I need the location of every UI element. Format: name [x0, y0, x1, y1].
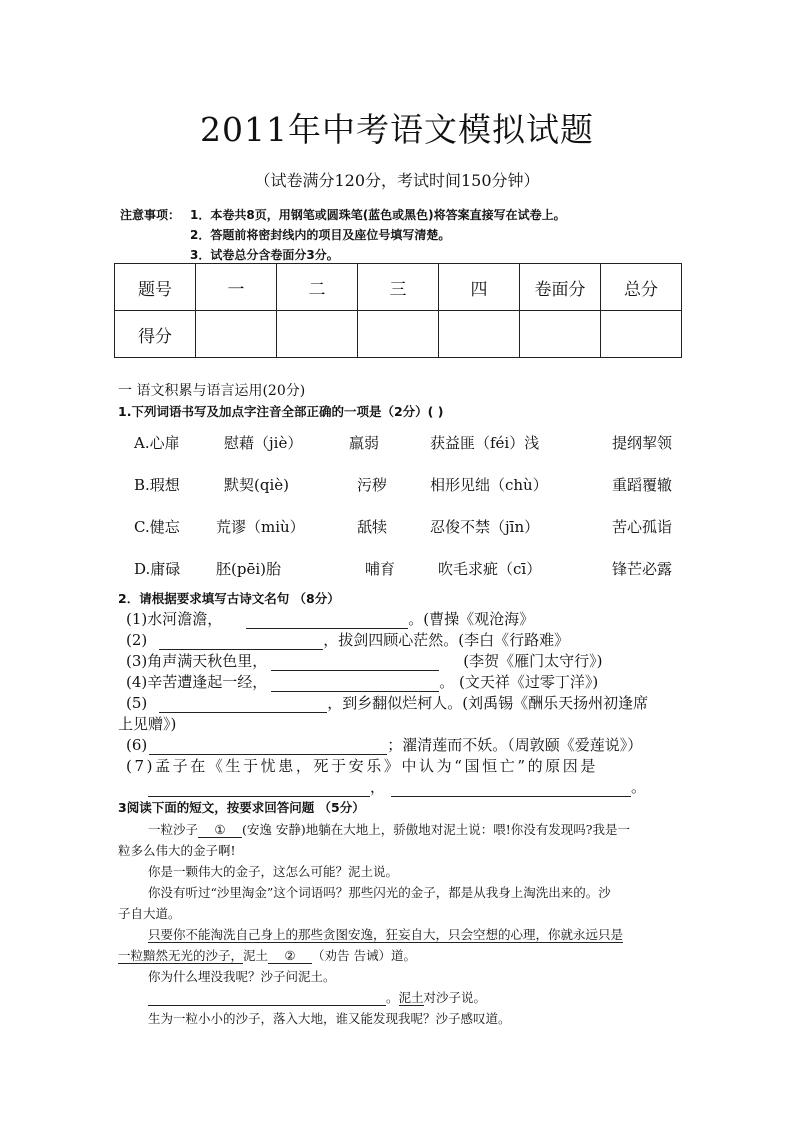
score-input-cell[interactable]: [358, 311, 439, 358]
option-d-word-4: 吹毛求疵（cī）: [438, 560, 542, 578]
score-input-cell[interactable]: [520, 311, 601, 358]
reading-line-1: [148, 820, 630, 838]
answer-blank[interactable]: [148, 781, 370, 797]
option-a-word-3: 羸弱: [349, 434, 380, 452]
blank-1[interactable]: [198, 822, 242, 838]
blank-2-mark: ②: [284, 948, 296, 963]
page-title: 2011年中考语文模拟试题: [200, 110, 594, 149]
score-header-cell: 题号: [115, 264, 196, 311]
poem-line-4-source: 。 (文天祥《过零丁洋》): [439, 673, 599, 691]
poem-line-5-cont: 上见赠》): [118, 715, 177, 733]
answer-blank[interactable]: [148, 992, 386, 1006]
reading-line-3: 你是一颗伟大的金子，这怎么可能？泥土说。: [148, 864, 399, 879]
reading-line-4: 你没有听过“沙里淘金”这个词语吗？那些闪光的金子，都是从我身上淘洗出来的。沙: [148, 885, 611, 900]
underlined-sentence: 一粒黯然无光的沙子，: [118, 948, 244, 963]
option-d-word-5: 锋芒必露: [612, 560, 673, 578]
reading-text: 。: [386, 990, 399, 1005]
score-input-cell[interactable]: [601, 311, 682, 358]
poem-line-7-end: 。: [631, 778, 647, 796]
poem-line-2-text: ，拔剑四顾心茫然。(李白《行路难》: [323, 631, 570, 649]
poem-line-4: [126, 671, 598, 692]
poem-line-3-source: (李贺《雁门太守行》): [463, 652, 603, 670]
poem-line-4-text: (4)辛苦遭逢起一经，: [126, 673, 268, 691]
reading-text: 一粒沙子: [148, 822, 199, 837]
poem-line-6-text: ；濯清莲而不妖。（周敦颐《爱莲说》）: [387, 736, 643, 754]
option-d-word-3: 哺育: [365, 560, 396, 578]
reading-line-6: [148, 925, 623, 943]
answer-blank[interactable]: [246, 613, 408, 629]
reading-text: （劝告 告诫）道。: [312, 948, 417, 963]
score-input-cell[interactable]: [196, 311, 277, 358]
score-input-cell[interactable]: [277, 311, 358, 358]
poem-line-2: [126, 629, 569, 650]
reading-line-5: 子自大道。: [118, 906, 181, 921]
poem-line-6: [126, 734, 642, 755]
answer-blank[interactable]: [159, 697, 327, 713]
reading-line-2: 粒多么伟大的金子啊!: [118, 843, 236, 858]
reading-line-10: 生为一粒小小的沙子，落入大地，谁又能发现我呢？沙子感叹道。: [148, 1011, 511, 1026]
answer-blank[interactable]: [159, 634, 323, 650]
underlined-word: 泥土: [398, 990, 424, 1005]
reading-text: 对沙子说。: [423, 990, 487, 1005]
option-b-word-1: B.瑕想: [134, 476, 180, 494]
score-input-cell[interactable]: [439, 311, 520, 358]
reading-line-7: [118, 946, 416, 964]
answer-blank[interactable]: [271, 655, 439, 671]
section-heading: 一 语文积累与语言运用(20分): [118, 383, 306, 399]
option-c-word-4: 忍俊不禁（jīn）: [430, 518, 540, 536]
reading-line-8: 你为什么埋没我呢？沙子问泥土。: [148, 969, 336, 984]
poem-line-3: [126, 650, 602, 671]
poem-line-5-number: (5): [126, 694, 148, 712]
score-header-cell: 三: [358, 264, 439, 311]
option-a-word-5: 提纲挈领: [612, 434, 673, 452]
score-header-cell: 总分: [601, 264, 682, 311]
score-header-cell: 二: [277, 264, 358, 311]
poem-line-7-answers: [148, 776, 646, 797]
score-header-cell: 一: [196, 264, 277, 311]
option-b-word-5: 重蹈覆辙: [612, 476, 673, 494]
option-c-word-2: 荒谬（miù）: [216, 518, 305, 536]
option-a-word-4: 获益匪（féi）浅: [430, 434, 540, 452]
reading-text: 泥土: [243, 948, 269, 963]
score-row-label: 得分: [115, 311, 196, 358]
poem-line-7: (7)孟子在《生于忧患，死于安乐》中认为“国恒亡”的原因是: [126, 757, 598, 775]
reading-line-9: [148, 988, 486, 1006]
underlined-sentence: 只要你不能淘洗自己身上的那些贪图安逸，狂妄自大，只会空想的心理，你就永远只是: [148, 927, 624, 942]
option-c-word-1: C.健忘: [134, 518, 180, 536]
score-header-cell: 卷面分: [520, 264, 601, 311]
poem-line-7-separator: ，: [370, 778, 386, 796]
poem-line-1-source: 。(曹操《观沧海》: [408, 610, 535, 628]
answer-blank[interactable]: [271, 676, 439, 692]
option-c-word-5: 苦心孤诣: [612, 518, 673, 536]
notice-item-2: 2．答题前将密封线内的项目及座位号填写清楚。: [190, 228, 451, 242]
notice-item-3: 3．试卷总分含卷面分3分。: [190, 248, 339, 262]
option-d-word-2: 胚(pēi)胎: [216, 560, 281, 578]
poem-line-2-number: (2): [126, 631, 148, 649]
question-1-prompt: 1.下列词语书写及加点字注音全部正确的一项是（2分）( ): [118, 404, 444, 419]
score-table-score-row: [115, 311, 682, 358]
option-a-word-2: 慰藉（jiè）: [224, 434, 303, 452]
poem-line-1: [126, 608, 534, 629]
option-a-word-1: A.心扉: [134, 434, 180, 452]
blank-1-mark: ①: [214, 822, 226, 837]
notice-item-1: 1．本卷共8页，用钢笔或圆珠笔(蓝色或黑色)将答案直接写在试卷上。: [190, 208, 566, 222]
option-b-word-4: 相形见绌（chù）: [430, 476, 548, 494]
poem-line-1-text: (1)水河澹澹，: [126, 610, 223, 628]
notice-prefix: 注意事项：: [120, 208, 181, 222]
poem-line-3-text: (3)角声满天秋色里，: [126, 652, 268, 670]
option-b-word-3: 污秽: [357, 476, 388, 494]
score-header-cell: 四: [439, 264, 520, 311]
question-2-prompt: 2．请根据要求填写古诗文名句 （8分）: [118, 591, 340, 606]
option-d-word-1: D.庸碌: [134, 560, 181, 578]
poem-line-5-text: ，到乡翻似烂柯人。(刘禹锡《酬乐天扬州初逢席: [327, 694, 649, 712]
poem-line-6-number: (6): [126, 736, 148, 754]
blank-2[interactable]: [268, 948, 312, 964]
answer-blank[interactable]: [149, 739, 387, 755]
score-table: [114, 263, 682, 358]
score-table-header-row: [115, 264, 682, 311]
poem-line-5: [126, 692, 648, 713]
answer-blank[interactable]: [391, 781, 631, 797]
exam-subtitle: （试卷满分120分，考试时间150分钟）: [254, 171, 540, 190]
question-3-prompt: 3阅读下面的短文，按要求回答问题 （5分）: [118, 800, 365, 815]
reading-text: (安逸 安静)地躺在大地上，骄傲地对泥土说：喂!你没有发现吗?我是一: [242, 822, 630, 837]
option-c-word-3: 舐犊: [357, 518, 388, 536]
option-b-word-2: 默契(qiè): [224, 476, 289, 494]
